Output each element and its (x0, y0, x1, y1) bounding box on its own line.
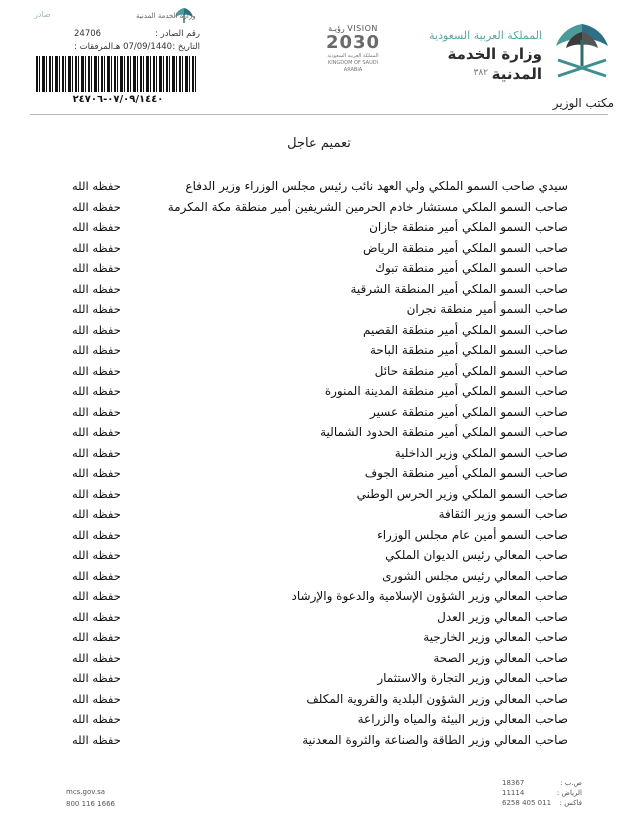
recipient-title: صاحب المعالي وزير الصحة (433, 650, 568, 665)
reference-date-attachments (74, 42, 200, 52)
barcode (36, 56, 196, 92)
recipient-title: صاحب السمو الملكي أمير منطقة تبوك (375, 261, 568, 276)
recipient-title: صاحب السمو وزير الثقافة (438, 507, 568, 522)
recipient-blessing: حفظه الله (72, 732, 121, 747)
recipient-blessing: حفظه الله (72, 302, 121, 317)
recipient-row (72, 402, 568, 423)
recipient-title: صاحب السمو الملكي أمير منطقة الرياض (363, 240, 568, 255)
recipient-row (72, 422, 568, 443)
recipient-blessing: حفظه الله (72, 425, 121, 440)
recipient-row (72, 279, 568, 300)
reference-number-value: 24706 (74, 29, 102, 39)
document-title: تعميم عاجل (287, 136, 351, 151)
recipient-title: سيدي صاحب السمو الملكي ولي العهد نائب رئيس مجلس الوزراء وزير الدفاع (185, 179, 568, 194)
footer-pobox-row (502, 778, 582, 788)
footer-city-row (502, 788, 582, 798)
footer-fax-row (502, 798, 582, 808)
footer-fax-value: 011 405 6258 (502, 799, 552, 807)
recipient-title: صاحب المعالي وزير الخارجية (423, 630, 568, 645)
recipient-blessing: حفظه الله (72, 343, 121, 358)
reference-number-row (74, 28, 200, 40)
vision-top-text: رؤيـة VISION (328, 24, 378, 33)
recipient-row (72, 217, 568, 238)
recipient-title: صاحب السمو الملكي أمير منطقة الباحة (370, 343, 568, 358)
recipient-blessing: حفظه الله (72, 404, 121, 419)
recipient-title: صاحب السمو الملكي وزير الداخلية (394, 445, 568, 460)
recipient-blessing: حفظه الله (72, 261, 121, 276)
recipient-blessing: حفظه الله (72, 486, 121, 501)
recipient-blessing: حفظه الله (72, 589, 121, 604)
recipient-row (72, 730, 568, 751)
recipient-row (72, 566, 568, 587)
recipient-title: صاحب المعالي وزير التجارة والاستثمار (377, 671, 568, 686)
barcode-number: ٠٧/٠٩/١٤٤٠-٢٤٧٠٦ (72, 94, 164, 105)
recipient-blessing: حفظه الله (72, 671, 121, 686)
ministry-id: ٣٨٢ (473, 68, 488, 78)
recipient-title: صاحب السمو الملكي أمير منطقة الحدود الشمالية (320, 425, 568, 440)
recipient-title: صاحب السمو الملكي أمير منطقة القصيم (363, 322, 568, 337)
office-name: مكتب الوزير (552, 96, 614, 110)
recipient-title: صاحب المعالي وزير الطاقة والصناعة والثروة المعدنية (302, 732, 568, 747)
footer-pobox-value: 18367 (502, 779, 525, 787)
recipient-row (72, 648, 568, 669)
recipient-blessing: حفظه الله (72, 568, 121, 583)
header-divider (30, 114, 608, 115)
recipient-title: صاحب السمو أمين عام مجلس الوزراء (377, 527, 568, 542)
recipient-blessing: حفظه الله (72, 363, 121, 378)
recipient-row (72, 668, 568, 689)
vision-2030-logo (320, 24, 386, 74)
recipient-row (72, 381, 568, 402)
recipient-title: صاحب السمو أمير منطقة نجران (406, 302, 568, 317)
recipient-title: صاحب المعالي رئيس مجلس الشورى (382, 568, 568, 583)
recipient-title: صاحب السمو الملكي أمير منطقة المدينة المنورة (324, 384, 568, 399)
recipient-row (72, 361, 568, 382)
recipient-row (72, 238, 568, 259)
recipient-blessing: حفظه الله (72, 179, 121, 194)
recipient-blessing: حفظه الله (72, 220, 121, 235)
recipient-blessing: حفظه الله (72, 609, 121, 624)
recipient-row (72, 176, 568, 197)
footer-website: mcs.gov.sa (66, 788, 106, 796)
attachments-label: المرفقات : (74, 42, 114, 52)
footer-contact (66, 786, 115, 810)
recipient-blessing: حفظه الله (72, 507, 121, 522)
recipient-title: صاحب المعالي وزير البيئة والمياه والزراعة (357, 712, 568, 727)
vision-year: 2030 (325, 32, 381, 53)
recipient-row (72, 586, 568, 607)
footer-pobox-label: ص.ب : (560, 779, 582, 787)
recipient-row (72, 525, 568, 546)
recipient-row (72, 545, 568, 566)
recipient-blessing: حفظه الله (72, 712, 121, 727)
footer-city-value: 11114 (502, 789, 525, 797)
reference-date-label: التاريخ : (172, 42, 200, 52)
recipient-blessing: حفظه الله (72, 199, 121, 214)
recipient-title: صاحب المعالي رئيس الديوان الملكي (385, 548, 568, 563)
footer-address (502, 778, 582, 808)
recipient-row (72, 709, 568, 730)
reference-number-label: رقم الصادر : (155, 29, 200, 39)
recipient-row (72, 627, 568, 648)
recipient-row (72, 463, 568, 484)
kingdom-name: المملكة العربية السعودية (429, 29, 542, 42)
recipient-blessing: حفظه الله (72, 548, 121, 563)
recipient-row (72, 340, 568, 361)
ministry-name-block (402, 28, 542, 84)
recipient-row (72, 689, 568, 710)
recipient-row (72, 299, 568, 320)
recipient-blessing: حفظه الله (72, 240, 121, 255)
recipient-list (72, 176, 568, 750)
recipient-blessing: حفظه الله (72, 466, 121, 481)
recipient-blessing: حفظه الله (72, 650, 121, 665)
recipient-row (72, 258, 568, 279)
mini-logo-text: وزارة الخدمة المدنية (136, 12, 196, 20)
footer-city-label: الرياض : (556, 789, 582, 797)
recipient-row (72, 504, 568, 525)
footer-fax-label: فاكس : (559, 799, 582, 807)
recipient-title: صاحب السمو الملكي أمير المنطقة الشرقية (350, 281, 568, 296)
recipient-row (72, 607, 568, 628)
ministry-name: وزارة الخدمة المدنية (447, 45, 542, 83)
issued-tag: صادر (34, 10, 51, 19)
recipient-title: صاحب السمو الملكي أمير منطقة الجوف (364, 466, 568, 481)
recipient-row (72, 320, 568, 341)
recipient-blessing: حفظه الله (72, 630, 121, 645)
recipient-title: صاحب السمو الملكي أمير منطقة عسير (370, 404, 568, 419)
saudi-emblem-logo (548, 18, 616, 84)
recipient-title: صاحب المعالي وزير العدل (437, 609, 568, 624)
recipient-blessing: حفظه الله (72, 527, 121, 542)
recipient-blessing: حفظه الله (72, 384, 121, 399)
vision-sub-text: المملكة العربية السعودية KINGDOM OF SAUDI ARABIA (327, 53, 379, 73)
recipient-title: صاحب السمو الملكي أمير منطقة جازان (369, 220, 568, 235)
recipient-blessing: حفظه الله (72, 445, 121, 460)
recipient-title: صاحب السمو الملكي وزير الحرس الوطني (356, 486, 568, 501)
recipient-blessing: حفظه الله (72, 322, 121, 337)
recipient-title: صاحب السمو الملكي أمير منطقة حائل (374, 363, 568, 378)
recipient-row (72, 197, 568, 218)
footer-phone: 800 116 1666 (66, 800, 115, 808)
recipient-blessing: حفظه الله (72, 281, 121, 296)
recipient-title: صاحب المعالي وزير الشؤون البلدية والقروية المكلف (306, 691, 568, 706)
recipient-row (72, 484, 568, 505)
recipient-title: صاحب المعالي وزير الشؤون الإسلامية والدعوة والإرشاد (291, 589, 568, 604)
recipient-blessing: حفظه الله (72, 691, 121, 706)
reference-date-value: 07/09/1440 هـ (113, 42, 173, 52)
recipient-title: صاحب السمو الملكي مستشار خادم الحرمين الشريفين أمير منطقة مكة المكرمة (167, 199, 568, 214)
recipient-row (72, 443, 568, 464)
reference-block (74, 28, 200, 40)
